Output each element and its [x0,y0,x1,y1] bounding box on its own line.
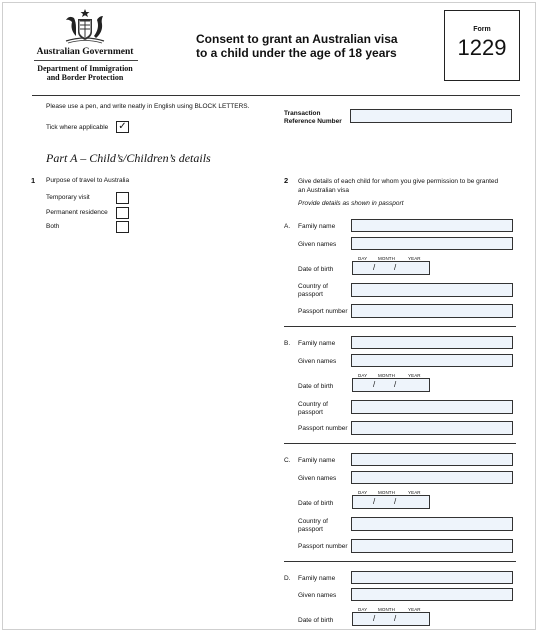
given-names-field[interactable] [351,588,513,601]
dob-slash: / [394,263,397,272]
option-both-checkbox[interactable] [116,221,129,233]
option-temporary-visit-checkbox[interactable] [116,192,129,204]
given-names-label: Given names [298,475,337,482]
part-a-heading: Part A – Child’s/Children’s details [46,151,211,165]
country-of-passport-label: Country of passport [298,518,328,533]
instruction-text: Please use a pen, and write neatly in English using BLOCK LETTERS. [46,103,250,110]
dob-slash: / [394,380,397,389]
form-number: 1229 [457,35,507,60]
date-of-birth-field[interactable] [352,261,430,275]
date-of-birth-field[interactable] [352,495,430,509]
country-of-passport-field[interactable] [351,283,513,297]
question-1-number: 1 [31,176,36,185]
dob-slash: / [394,497,397,506]
tick-applicable-label: Tick where applicable [46,124,109,131]
dob-slash: / [394,614,397,623]
option-permanent-residence-label: Permanent residence [46,209,108,216]
passport-number-field[interactable] [351,421,513,435]
form-title: Consent to grant an Australian visa to a child under the age of 18 years [196,32,398,60]
family-name-field[interactable] [351,571,513,584]
family-name-label: Family name [298,340,336,347]
given-names-field[interactable] [351,354,513,367]
date-of-birth-field[interactable] [352,378,430,392]
given-names-field[interactable] [351,471,513,484]
coat-of-arms-icon [60,8,110,46]
dob-day-caption: DAY [358,256,368,261]
child-letter: A. [284,223,291,230]
date-of-birth-label: Date of birth [298,383,334,390]
option-permanent-residence-checkbox[interactable] [116,207,129,219]
dob-year-caption: YEAR [408,490,421,495]
question-2-number: 2 [284,176,289,185]
passport-number-field[interactable] [351,304,513,318]
dob-day-caption: DAY [358,490,368,495]
family-name-label: Family name [298,575,336,582]
child-letter: C. [284,457,291,464]
child-divider [284,326,516,327]
dob-slash: / [373,497,376,506]
given-names-label: Given names [298,592,337,599]
form-number-box [444,10,520,81]
family-name-field[interactable] [351,219,513,232]
country-of-passport-label: Country of passport [298,401,328,416]
agency-divider [34,60,138,61]
question-1-text: Purpose of travel to Australia [46,177,130,184]
country-of-passport-field[interactable] [351,400,513,414]
option-temporary-visit-label: Temporary visit [46,194,90,201]
child-divider [284,561,516,562]
passport-number-field[interactable] [351,539,513,553]
given-names-field[interactable] [351,237,513,250]
given-names-label: Given names [298,241,337,248]
given-names-label: Given names [298,358,337,365]
transaction-reference-label: Transaction Reference Number [284,110,342,125]
option-both-label: Both [46,223,60,230]
child-letter: D. [284,575,291,582]
dob-year-caption: YEAR [408,256,421,261]
dob-day-caption: DAY [358,607,368,612]
question-2-hint: Provide details as shown in passport [298,200,404,207]
date-of-birth-label: Date of birth [298,617,334,624]
header-rule [32,95,520,96]
question-2-text: Give details of each child for whom you give permission to be granted an Australian visa [298,178,499,194]
tick-example-box: ✓ [116,121,129,133]
dob-slash: / [373,263,376,272]
child-letter: B. [284,340,291,347]
date-of-birth-field[interactable] [352,612,430,626]
passport-number-label: Passport number [298,425,348,432]
country-of-passport-field[interactable] [351,517,513,531]
dob-day-caption: DAY [358,373,368,378]
form-label: Form [473,26,491,33]
dob-year-caption: YEAR [408,373,421,378]
dob-year-caption: YEAR [408,607,421,612]
agency-name: Australian Government [36,47,134,57]
family-name-label: Family name [298,223,336,230]
dob-slash: / [373,614,376,623]
country-of-passport-label: Country of passport [298,283,328,298]
date-of-birth-label: Date of birth [298,500,334,507]
dob-month-caption: MONTH [378,490,395,495]
passport-number-label: Passport number [298,543,348,550]
transaction-reference-field[interactable] [350,109,512,123]
dob-month-caption: MONTH [378,607,395,612]
family-name-field[interactable] [351,336,513,349]
date-of-birth-label: Date of birth [298,266,334,273]
passport-number-label: Passport number [298,308,348,315]
family-name-field[interactable] [351,453,513,466]
dob-month-caption: MONTH [378,373,395,378]
family-name-label: Family name [298,457,336,464]
dob-month-caption: MONTH [378,256,395,261]
department-name: Department of Immigration and Border Protection [37,64,133,82]
dob-slash: / [373,380,376,389]
child-divider [284,443,516,444]
